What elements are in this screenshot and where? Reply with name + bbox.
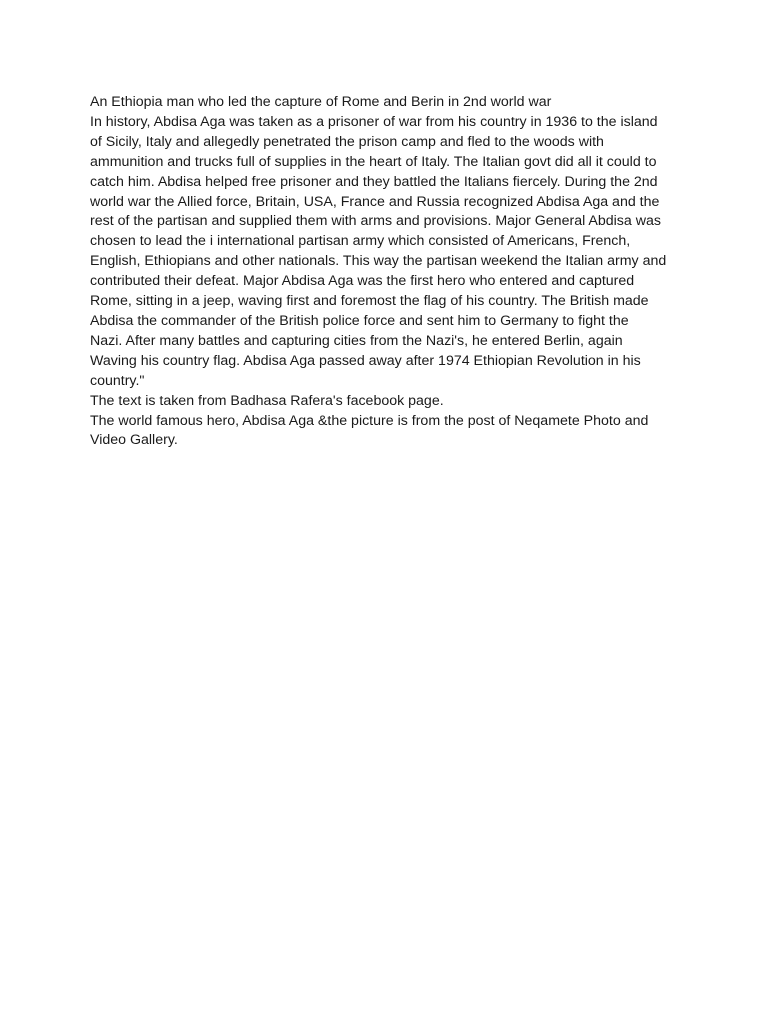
paragraph-line: rest of the partisan and supplied them with arms and provisions. Major General Abdisa was [90, 213, 661, 230]
document-body [90, 93, 690, 451]
paragraph-line: of Sicily, Italy and allegedly penetrated the prison camp and fled to the woods with [90, 133, 604, 150]
paragraph-line: Waving his country flag. Abdisa Aga passed away after 1974 Ethiopian Revolution in his [90, 352, 641, 369]
paragraph-line: world war the Allied force, Britain, USA, France and Russia recognized Abdisa Aga and the [90, 193, 660, 210]
picture-credit-line: Video Gallery. [90, 432, 178, 449]
source-note: The text is taken from Badhasa Rafera's facebook page. [90, 392, 444, 409]
document-heading: An Ethiopia man who led the capture of Rome and Berin in 2nd world war [90, 94, 552, 110]
paragraph-line: country." [90, 372, 145, 389]
paragraph-line: Rome, sitting in a jeep, waving first and foremost the flag of his country. The British made [90, 293, 649, 310]
paragraph-line: ammunition and trucks full of supplies in the heart of Italy. The Italian govt did all it could to [90, 153, 657, 170]
paragraph-line: chosen to lead the i international partisan army which consisted of Americans, French, [90, 233, 631, 250]
paragraph-line: Abdisa the commander of the British police force and sent him to Germany to fight the [90, 312, 629, 329]
picture-credit-line: The world famous hero, Abdisa Aga &the picture is from the post of Neqamete Photo and [90, 412, 649, 429]
paragraph-line: contributed their defeat. Major Abdisa Aga was the first hero who entered and captured [90, 273, 635, 290]
paragraph-line: catch him. Abdisa helped free prisoner and they battled the Italians fiercely. During the 2nd [90, 173, 658, 190]
paragraph-line: English, Ethiopians and other nationals. This way the partisan weekend the Italian army and [90, 253, 667, 270]
paragraph-line: Nazi. After many battles and capturing cities from the Nazi's, he entered Berlin, again [90, 332, 623, 349]
paragraph-line: In history, Abdisa Aga was taken as a prisoner of war from his country in 1936 to the island [90, 113, 658, 130]
